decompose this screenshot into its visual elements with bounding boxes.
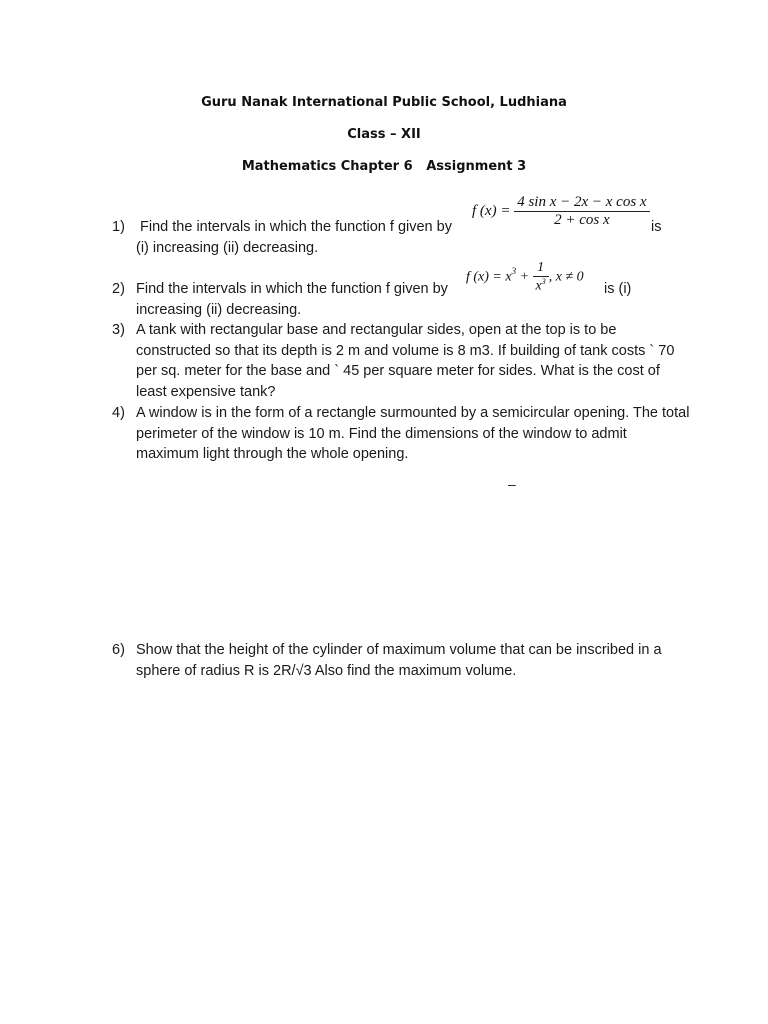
question-text-line: (i) increasing (ii) decreasing. [136, 239, 319, 256]
question-trail-text: is [651, 219, 662, 235]
question-number: 4) [112, 405, 125, 421]
school-name: Guru Nanak International Public School, Ludhiana [201, 95, 567, 110]
formula-lhs: f (x) = [472, 203, 511, 219]
formula-exponent: 3 [511, 266, 517, 277]
question-number: 2) [112, 281, 125, 297]
question-text-line: increasing (ii) decreasing. [136, 301, 302, 318]
question-4 [112, 403, 692, 465]
question-6 [112, 640, 692, 681]
fraction [514, 194, 649, 229]
fraction-denominator-base: x [535, 278, 542, 294]
formula-condition: , x ≠ 0 [548, 269, 584, 285]
question-text-line: Find the intervals in which the function f given by [136, 219, 452, 235]
question-number: 3) [112, 322, 125, 338]
fraction-denominator [533, 276, 549, 295]
question-number: 6) [112, 642, 125, 658]
class-title: Class – XII [347, 127, 421, 142]
formula-q2 [466, 260, 584, 295]
assignment-title: Mathematics Chapter 6 Assignment 3 [241, 159, 527, 174]
question-number: 1) [112, 219, 125, 235]
fraction-numerator: 4 sin x − 2x − x cos x [517, 194, 647, 210]
question-text: Show that the height of the cylinder of maximum volume that can be inscribed in a sphere of radius R is 2R/√3 Also find the maximum volume. [136, 642, 662, 679]
question-trail-text: is (i) [604, 281, 632, 297]
formula-plus: + [519, 269, 530, 285]
formula-exponent: 3 [541, 277, 546, 286]
question-text-line: Find the intervals in which the function f given by [136, 281, 448, 297]
question-text: A window is in the form of a rectangle surmounted by a semicircular opening. The total perimeter of the window is 10 m. Find the dimensions of the window to admit maximum light through the whole opening. [136, 405, 690, 463]
formula-q1 [472, 194, 650, 229]
question-3 [112, 320, 692, 403]
fraction-numerator: 1 [537, 260, 545, 275]
formula-lhs: f (x) = x [466, 269, 512, 285]
fraction-denominator: 2 + cos x [514, 211, 649, 229]
question-text: A tank with rectangular base and rectangular sides, open at the top is to be constructed so that its depth is 2 m and volume is 8 m3. If building of tank costs ` 70 per sq. meter for the base and ` 45 per square meter for sides. What is the cost of least expensive tank? [136, 322, 675, 401]
stray-dash-mark: – [508, 476, 516, 492]
fraction [533, 260, 549, 295]
